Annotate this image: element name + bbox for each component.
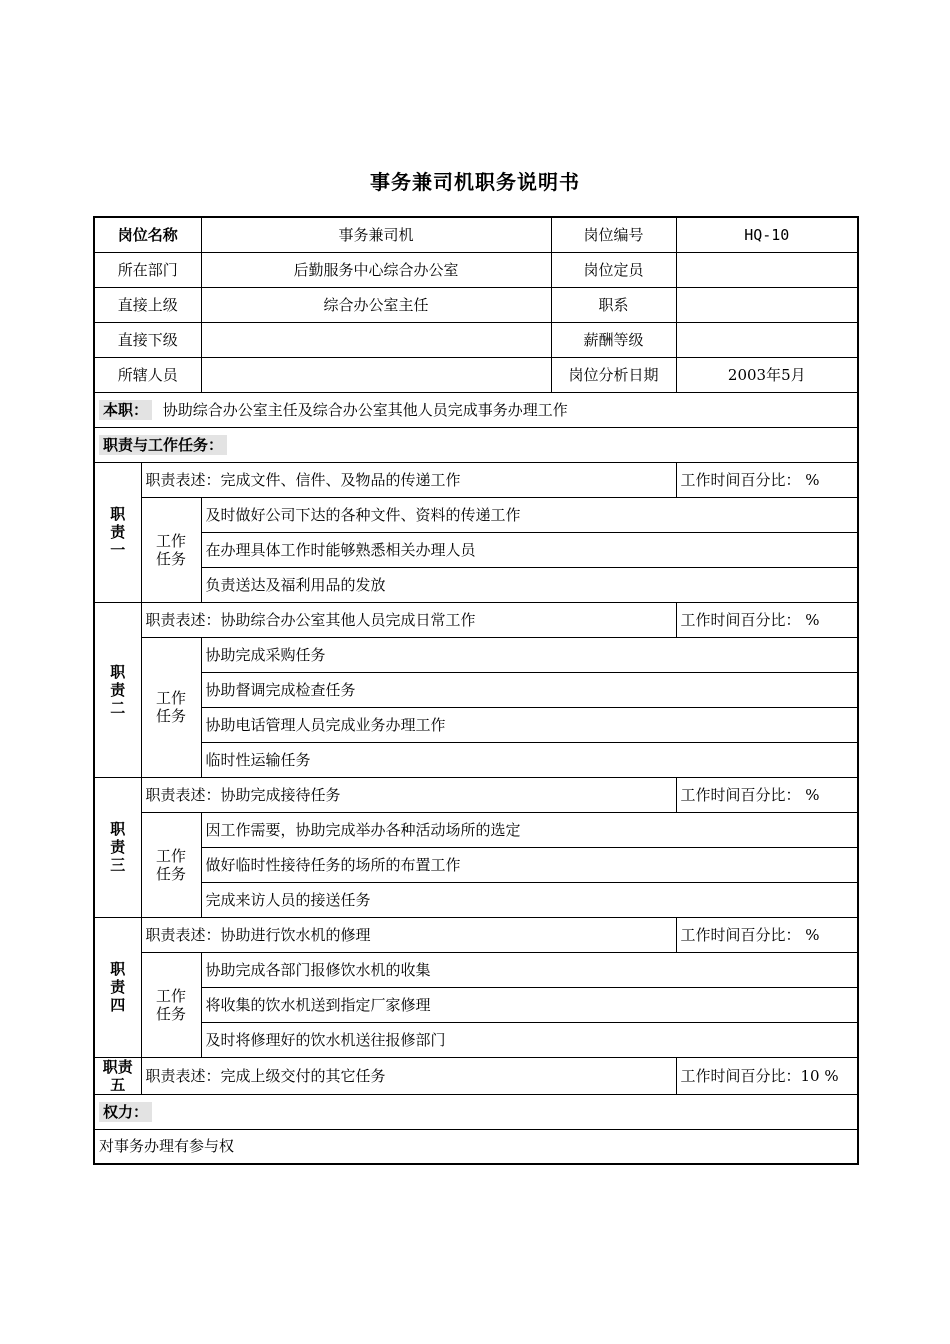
- value-position-name: 事务兼司机: [201, 217, 551, 252]
- task-row: [94, 532, 858, 567]
- duty-statement: 职责表述：协助完成接待任务: [141, 777, 676, 812]
- task-text: 负责送达及福利用品的发放: [201, 567, 858, 602]
- task-text: 协助电话管理人员完成业务办理工作: [201, 707, 858, 742]
- duty-time-percent: 工作时间百分比：10 %: [676, 1057, 858, 1094]
- duty-name-text: 职责五: [102, 1057, 133, 1094]
- task-row: [94, 847, 858, 882]
- duty-time-percent: 工作时间百分比： %: [676, 462, 858, 497]
- label-headcount: 岗位定员: [551, 252, 676, 287]
- duty-name-text: 职责二: [110, 662, 126, 717]
- value-analysis-date: 2003年5月: [676, 357, 858, 392]
- authority-header-row: [94, 1094, 858, 1129]
- label-superior: 直接上级: [94, 287, 201, 322]
- value-department: 后勤服务中心综合办公室: [201, 252, 551, 287]
- document-title: 事务兼司机职务说明书: [370, 170, 580, 194]
- summary-label: 本职：: [99, 400, 152, 420]
- duty-time-percent: 工作时间百分比： %: [676, 917, 858, 952]
- task-label: [141, 497, 201, 602]
- info-row-2: [94, 252, 858, 287]
- task-text: 临时性运输任务: [201, 742, 858, 777]
- task-text: 协助完成各部门报修饮水机的收集: [201, 952, 858, 987]
- task-label: [141, 812, 201, 917]
- duty-time-percent: 工作时间百分比： %: [676, 777, 858, 812]
- authority-row: [94, 1129, 858, 1164]
- task-row: [94, 742, 858, 777]
- authority-label: 权力：: [99, 1102, 152, 1122]
- task-row: [94, 1022, 858, 1057]
- task-row: [94, 952, 858, 987]
- label-staff: 所辖人员: [94, 357, 201, 392]
- duty-name-text: 职责四: [110, 960, 126, 1014]
- label-subordinate: 直接下级: [94, 322, 201, 357]
- duty-name-text: 职责一: [110, 505, 126, 559]
- task-row: [94, 567, 858, 602]
- value-series: [676, 287, 858, 322]
- duty-statement-row: [94, 602, 858, 637]
- duty-name-text: 职责三: [110, 820, 126, 874]
- value-staff: [201, 357, 551, 392]
- authority-header-cell: [94, 1094, 858, 1129]
- task-text: 做好临时性接待任务的场所的布置工作: [201, 847, 858, 882]
- duty-statement: 职责表述：完成文件、信件、及物品的传递工作: [141, 462, 676, 497]
- info-row-5: [94, 357, 858, 392]
- info-row-4: [94, 322, 858, 357]
- label-series: 职系: [551, 287, 676, 322]
- task-text: 完成来访人员的接送任务: [201, 882, 858, 917]
- label-position-code: 岗位编号: [551, 217, 676, 252]
- value-subordinate: [201, 322, 551, 357]
- task-row: [94, 497, 858, 532]
- task-text: 在办理具体工作时能够熟悉相关办理人员: [201, 532, 858, 567]
- duty-name: [94, 462, 141, 602]
- label-department: 所在部门: [94, 252, 201, 287]
- task-row: [94, 707, 858, 742]
- duty-statement-row: [94, 917, 858, 952]
- value-superior: 综合办公室主任: [201, 287, 551, 322]
- duty-statement: 职责表述：协助综合办公室其他人员完成日常工作: [141, 602, 676, 637]
- duty-statement: 职责表述：完成上级交付的其它任务: [141, 1057, 676, 1094]
- task-text: 将收集的饮水机送到指定厂家修理: [201, 987, 858, 1022]
- task-row: [94, 812, 858, 847]
- duty-time-percent: 工作时间百分比： %: [676, 602, 858, 637]
- duty-statement-row: [94, 1057, 858, 1094]
- duty-name: [94, 1057, 141, 1094]
- task-label-text: 工作任务: [156, 531, 187, 568]
- task-label: [141, 637, 201, 777]
- task-text: 协助完成采购任务: [201, 637, 858, 672]
- duty-name: [94, 602, 141, 777]
- task-text: 协助督调完成检查任务: [201, 672, 858, 707]
- duty-statement-row: [94, 777, 858, 812]
- duty-name: [94, 917, 141, 1057]
- label-salary-grade: 薪酬等级: [551, 322, 676, 357]
- summary-row: [94, 392, 858, 427]
- task-label-text: 工作任务: [156, 846, 187, 883]
- value-headcount: [676, 252, 858, 287]
- value-salary-grade: [676, 322, 858, 357]
- label-position-name: 岗位名称: [94, 217, 201, 252]
- duty-name: [94, 777, 141, 917]
- task-label: [141, 952, 201, 1057]
- task-text: 因工作需要，协助完成举办各种活动场所的选定: [201, 812, 858, 847]
- task-text: 及时做好公司下达的各种文件、资料的传递工作: [201, 497, 858, 532]
- duties-header-cell: [94, 427, 858, 462]
- task-row: [94, 987, 858, 1022]
- task-row: [94, 882, 858, 917]
- task-row: [94, 672, 858, 707]
- task-label-text: 工作任务: [156, 689, 187, 725]
- summary-cell: [94, 392, 858, 427]
- info-row-3: [94, 287, 858, 322]
- task-row: [94, 637, 858, 672]
- duties-header-label: 职责与工作任务：: [99, 435, 227, 455]
- task-label-text: 工作任务: [156, 986, 187, 1023]
- summary-text: 协助综合办公室主任及综合办公室其他人员完成事务办理工作: [162, 400, 568, 419]
- duties-header-row: [94, 427, 858, 462]
- authority-text: 对事务办理有参与权: [94, 1129, 858, 1164]
- job-description-table: [93, 216, 859, 1165]
- duty-statement-row: [94, 462, 858, 497]
- task-text: 及时将修理好的饮水机送往报修部门: [201, 1022, 858, 1057]
- value-position-code: HQ-10: [676, 217, 858, 252]
- info-row-1: [94, 217, 858, 252]
- duty-statement: 职责表述：协助进行饮水机的修理: [141, 917, 676, 952]
- label-analysis-date: 岗位分析日期: [551, 357, 676, 392]
